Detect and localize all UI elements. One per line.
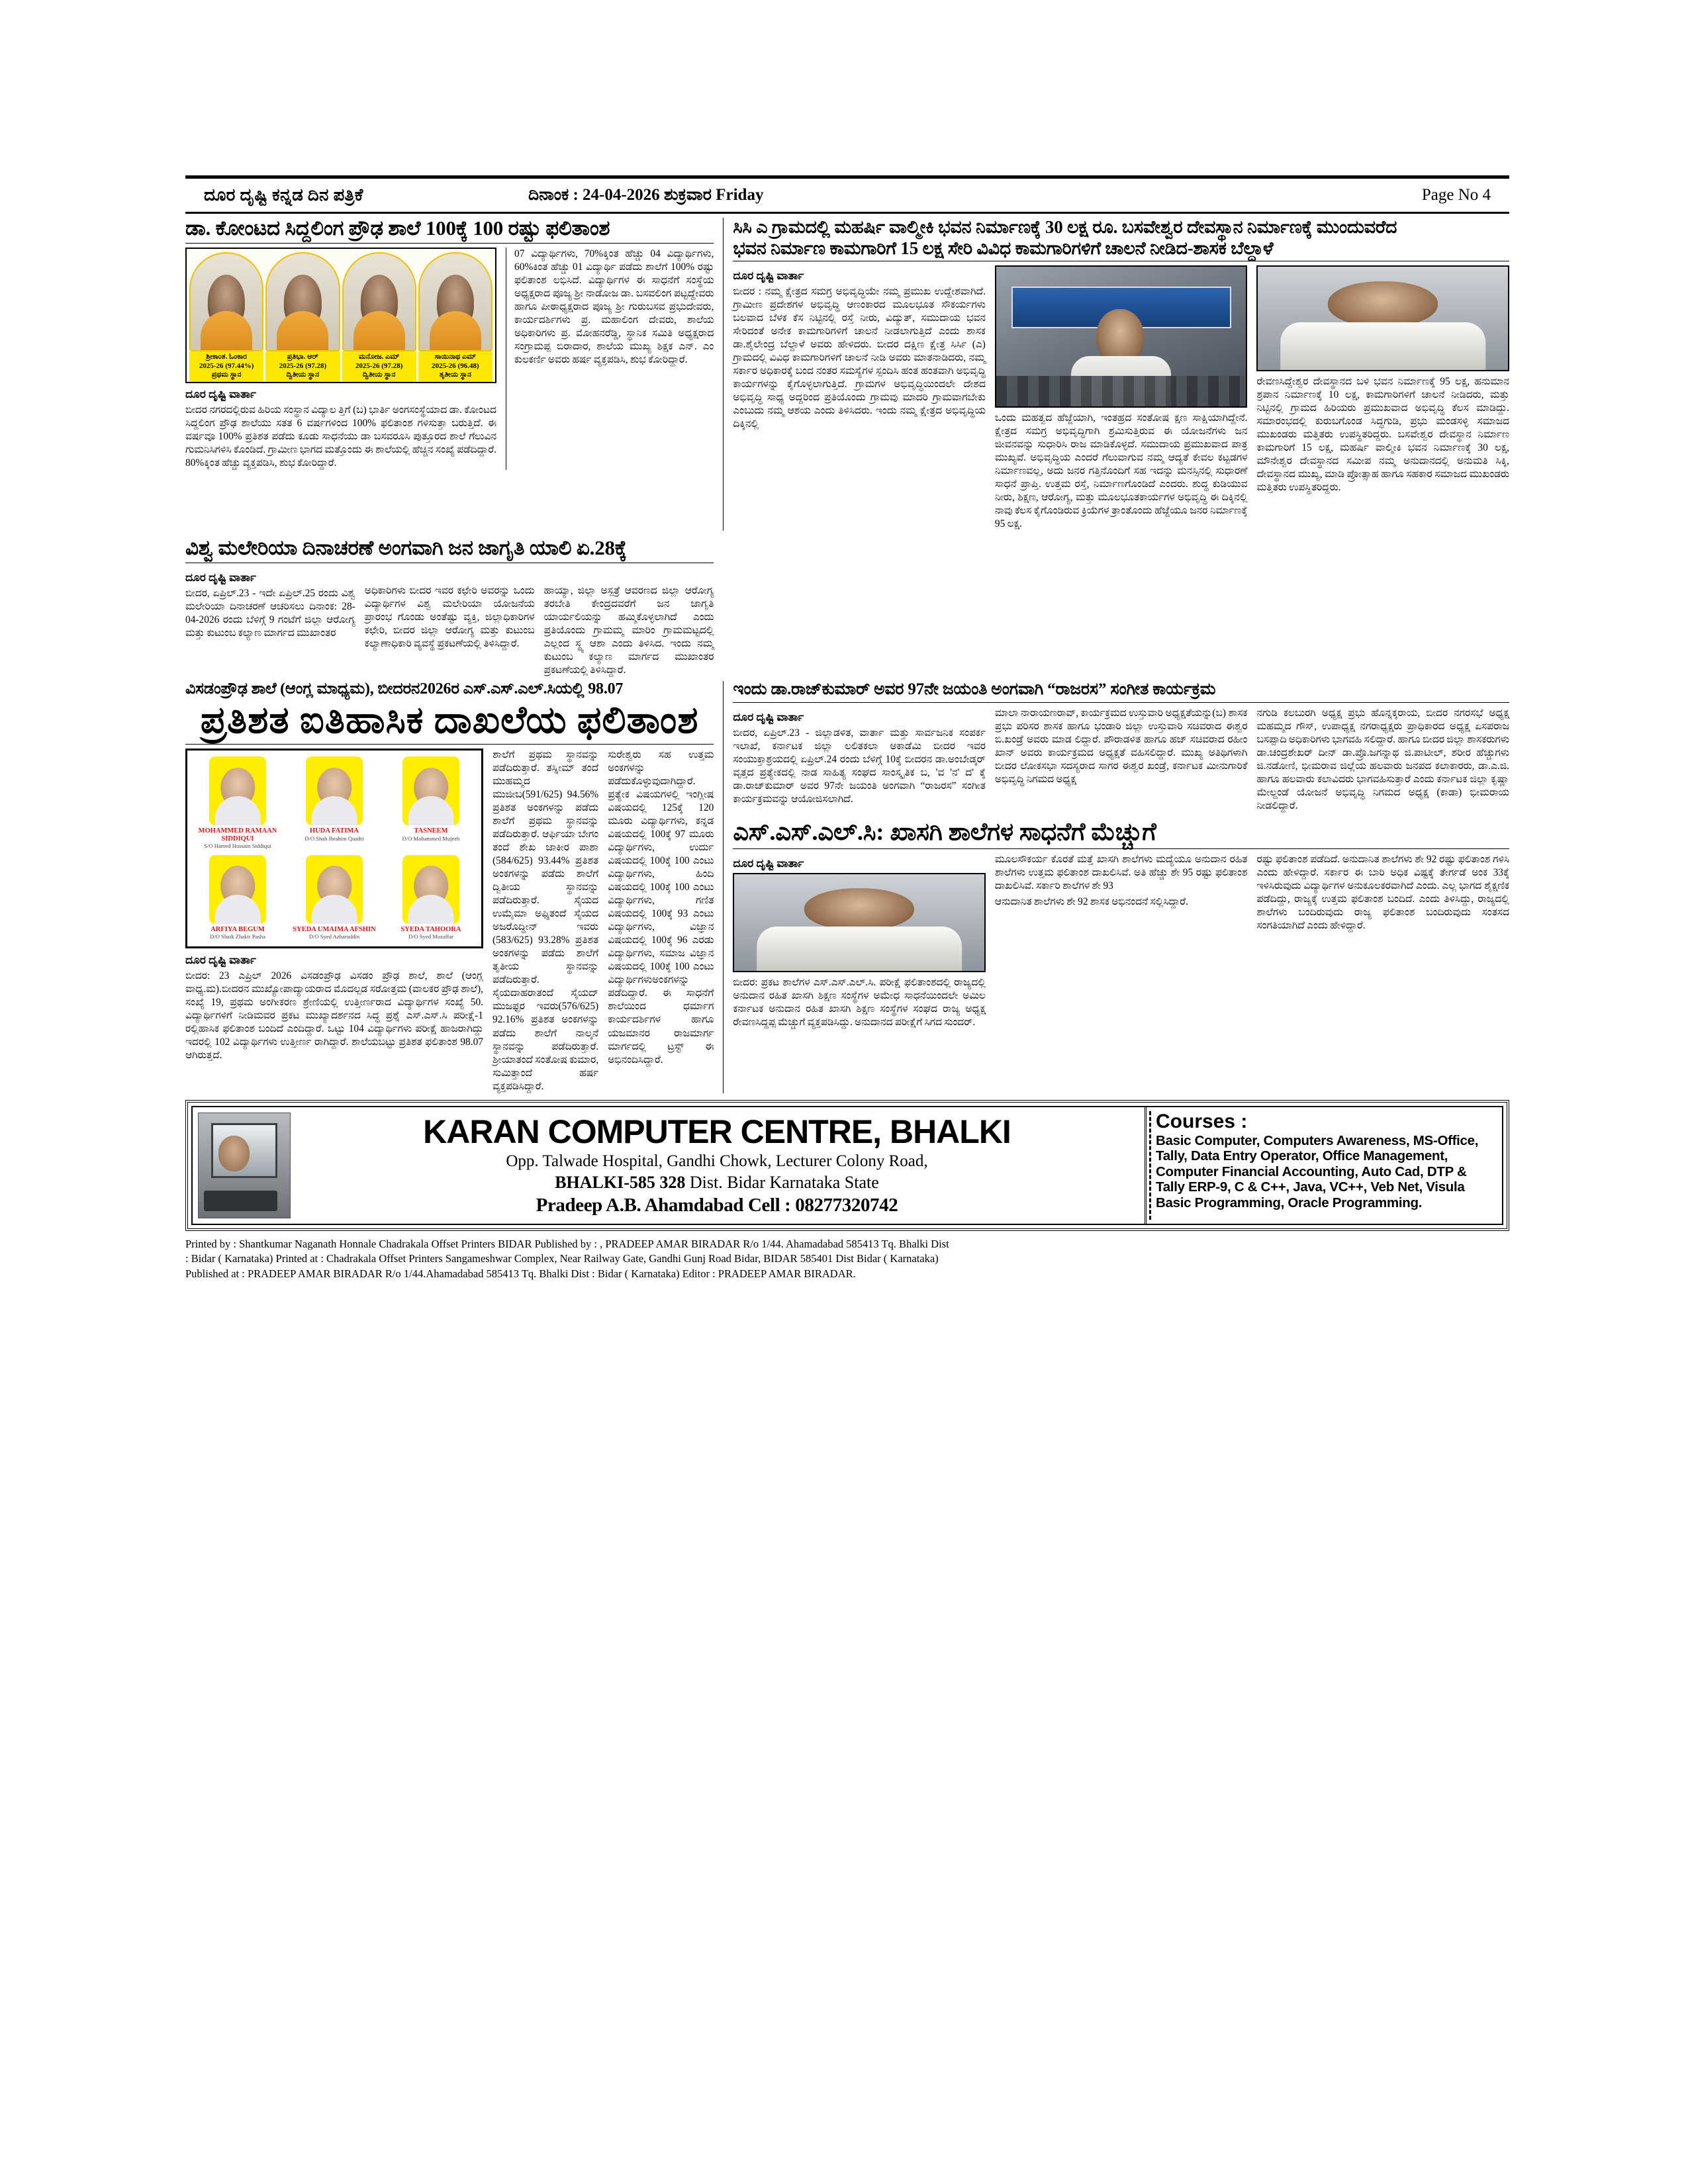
story-5-body-col3: ನಗುಡಿ ಕಲಬುರಗಿ ಅಧ್ಯಕ್ಷ ಪ್ರಭು ಹೊನ್ನಕ್ಕರಾಯ, ಬೀದರ ನಗರಸಭೆ ಅಧ್ಯಕ್ಷ ಮಹಮ್ಮದ ಗೌಸ್, ಉಪಾಧ್ಯಕ್ಷ ನಗರಾಧ್ಯಕ್ಷರು ಪ್ರಾಧಿಕಾರದ ಅಧ್ಯಕ್ಷ ಏಸಪರಾಜ ಬಸಪ್ಪಾದಿ ಅಧಿಕಾರಿಗಳು ಭಾಗವಹಿ ಸಲಿದ್ದಾರೆ. ಹಾಗೂ ಬೀದರ ಜಿಲ್ಲಾ ಶಾಸಕರುಗಳು ಡಾ.ಚಂದ್ರಶೇಖರ್ ದೀನ್ ಡಾ.ಪ್ರೊ.ಜಗನ್ನಾಥ ಜಿ.ಪಾಟೀಲ್, ಶರೀರ ಹೆಚ್ಚುಗಳು ಜಿ.ನಡೋಣಿ, ಭೀಮರಾವ ಜಿಲ್ಲೆಯ ಹಲವಾರು ಜನಪದ ಕಲಾಕಾರರು, ಡಾ.ಎ.ಜಿ. ಹಾಗೂ ಹಲವಾರು ಕಲಾವಿದರು ಭಾಗವಹಿಸುತ್ತಾರೆ ಎಂದು ಕರ್ನಾಟಕ ಜಿಲ್ಲಾ ಕೃಷ್ಣಾ ಮೇಲ್ದಂಡೆ ಯೋಜನೆ ಅಭಿವೃದ್ಧಿ ನಿಗಮದ ಅಧ್ಯಕ್ಷ (ಕಾಡಾ) ಭೀಮರಾಯ ನೀಡಲಿದ್ದಾರೆ. bbox=[1256, 707, 1510, 811]
top-block bbox=[185, 218, 1509, 531]
topper-row bbox=[191, 756, 477, 850]
topper-rank: ದ್ವಿತೀಯ ಸ್ಥಾನ bbox=[362, 371, 396, 379]
topper-name: ಶ್ರೀಕಾಂತ. ಓಂಕಾರ bbox=[206, 352, 247, 361]
divider bbox=[733, 702, 1509, 703]
topper-cell bbox=[191, 855, 284, 940]
topper-cell bbox=[385, 756, 477, 850]
story-2-col-3 bbox=[544, 567, 714, 677]
footer-line-1: Printed by : Shantkumar Naganath Honnale Chadrakala Offset Printers BIDAR Published by : , PRADEEP AMAR BIRADAR R/o 1/44. Ahamadabad 585413 Tq. Bhalki Dist bbox=[185, 1237, 949, 1250]
person-face bbox=[218, 1136, 250, 1171]
student-portrait bbox=[402, 756, 459, 825]
student-parent: D/O Mohammed Mujeeb bbox=[402, 835, 460, 842]
portrait-body bbox=[1280, 322, 1485, 370]
story-2 bbox=[185, 537, 1509, 677]
ad-city-line bbox=[295, 1172, 1139, 1193]
ad-courses-panel bbox=[1145, 1107, 1502, 1224]
portrait-head bbox=[1328, 281, 1438, 327]
student-portrait bbox=[402, 855, 459, 924]
story-6-byline: ದೂರ ದೃಷ್ಟಿ ವಾರ್ತಾ bbox=[733, 857, 804, 870]
portrait-body bbox=[757, 927, 962, 971]
story-3-body-col3: ಸುರೇಶ್ವರು ಸಹ ಉತ್ತಮ ಅಂಕಗಳನ್ನು ಪಡೆದುಕೊಳ್ಳುವುದಾಗಿದ್ದಾರೆ. ಪ್ರತ್ಯೇಕ ವಿಷಯಗಳಲ್ಲಿ ಇಂಗ್ಲೀಷ ವಿಷಯದಲ್ಲಿ 125ಕ್ಕೆ 120 ಮೂರು ವಿದ್ಯಾರ್ಥಿಗಳು, ಕನ್ನಡ ವಿಷಯದಲ್ಲಿ 100ಕ್ಕೆ 97 ಮೂರು ವಿದ್ಯಾರ್ಥಿಗಳು, ಉರ್ದು ವಿಷಯದಲ್ಲಿ 100ಕ್ಕೆ 100 ಎಂಟು ವಿದ್ಯಾರ್ಥಿಗಳು, ಹಿಂದಿ ವಿಷಯದಲ್ಲಿ 100ಕ್ಕೆ 100 ಎಂಟು ವಿದ್ಯಾರ್ಥಿಗಳು, ಗಣಿತ ವಿಷಯದಲ್ಲಿ 100ಕ್ಕೆ 93 ಎಂಟು ವಿದ್ಯಾರ್ಥಿಗಳು, ವಿಜ್ಞಾನ ವಿಷಯದಲ್ಲಿ 100ಕ್ಕೆ 96 ಎರಡು ವಿದ್ಯಾರ್ಥಿಗಳು, ಸಮಾಜ ವಿಜ್ಞಾನ ವಿಷಯದಲ್ಲಿ 100ಕ್ಕೆ 100 ಎಂಟು ವಿದ್ಯಾರ್ಥಿಗಳುಅಂಕಗಳನ್ನು ಪಡೆದಿದ್ದಾರೆ. ಈ ಸಾಧನೆಗೆ ಶಾಲೆಯಿಂದ ಧರ್ಮಾಗ ಕಾರ್ಯದರ್ಶಿಗಳ ಹಾಗೂ ಯಜಮಾನರ ರಾಜಮಾರ್ಗ ಮಾರ್ಗದಲ್ಲಿ ಟ್ರಸ್ಟ್ ಈ ಅಭಿನಂದಿಸಿದ್ದಾರೆ. bbox=[608, 749, 714, 1066]
topper-rank: ಪ್ರಥಮ ಸ್ಥಾನ bbox=[211, 371, 242, 379]
story-3-headline: ಪ್ರತಿಶತ ಐತಿಹಾಸಿಕ ದಾಖಲೆಯ ಫಲಿತಾಂಶ bbox=[200, 699, 699, 741]
issue-date: ದಿನಾಂಕ : 24-04-2026 ಶುಕ್ರವಾರ Friday bbox=[528, 186, 764, 204]
student-portrait bbox=[306, 855, 363, 924]
story-4-col-2 bbox=[995, 265, 1248, 531]
story-6-body-col2: ಮೂಲಸೌಕರ್ಯ ಕೊರತೆ ಮತ್ತೆ ಖಾಸಗಿ ಶಾಲೆಗಳು ಮದ್ಯೆಯೂ ಅನುದಾನ ರಹಿತ ಶಾಲೆಗಳು ಉತ್ತಮ ಫಲಿತಾಂಶ ದಾಖಲಿಸಿವೆ. ಅತಿ ಹೆಚ್ಚು ಶೇ 95 ರಷ್ಟು ಫಲಿತಾಂಶ ದಾಖಲಿಸಿವೆ. ಸರ್ಕಾರಿ ಶಾಲೆಗಳ ಶೇ 93 bbox=[994, 854, 1248, 892]
student-parent: D/O Shaik Zhakir Pasha bbox=[210, 933, 265, 940]
story-4-body-col3: ರೇವಣಸಿದ್ದೇಶ್ವರ ದೇವಸ್ಥಾನದ ಬಳಿ ಭವನ ನಿರ್ಮಾಣಕ್ಕೆ 95 ಲಕ್ಷ, ಹನುಮಾನ ಶ್ರಪಾನ ನಿರ್ಮಾಣಕ್ಕೆ 10 ಲಕ್ಷ, ಕಾಮಗಾರಿಗಳಿಗೆ ಚಾಲನೆ ನೀಡಿದರು, ಮತ್ತು ನಿಟ್ಟಿನಲ್ಲಿ ಗ್ರಾಮದ ಹಿರಿಯರು ಪ್ರಮುಖವಾದ ಅಭಿವೃದ್ಧಿ ಕೆಲಸ ಮಾಡಿದ್ದು. ಸಮಾರಂಭದಲ್ಲಿ ಕುರುಬಗೊಂಡ ಸಿದ್ಧಗುಡಿ, ಪ್ರಭು ಮಂಡಸಳ್ಳಿ ಸಮಾಜದ ಮುಖಂಡರು ಮತ್ತಿತರು ಉಪಸ್ಥಿತರಿದ್ದರು. ಬಸವೇಶ್ವರ ದೇವಸ್ಥಾನ ನಿರ್ಮಾಣ ಕಾಮಗಾರಿಗೆ 15 ಲಕ್ಷ, ಮಹರ್ಷಿ ವಾಲ್ಮೀಕಿ ಭವನ ನಿರ್ಮಾಣಕ್ಕೆ 30 ಲಕ್ಷ, ಮೌನೇಶ್ವರ ದೇವಸ್ಥಾನದ ಸಮೀಪ ನಮ್ಮ ಅನುದಾನದಲ್ಲಿ ಅನುಮತಿ ಸಿಕ್ಕಿ, ದೇವಸ್ಥಾನದ ಮುಖ್ಯ, ಮಾಡಿ ಪ್ರೋತ್ಸಾಹ ಹಾಗೂ ಸಹಕಾರ ಸಮಾಜದ ಮುಖಂಡರು ಮತ್ತಿತರು ಉಪಸ್ಥಿತರಿದ್ದರು. bbox=[1256, 376, 1510, 494]
news-photo-mla-speech bbox=[995, 265, 1248, 408]
audience bbox=[996, 376, 1246, 406]
story-6 bbox=[733, 819, 1509, 1029]
story-4-col-1 bbox=[733, 265, 986, 531]
topper-photo-cell bbox=[342, 252, 416, 382]
story-5 bbox=[733, 681, 1509, 813]
topper-caption bbox=[189, 351, 263, 382]
topper-cell bbox=[288, 855, 381, 940]
story-4-byline: ದೂರ ದೃಷ್ಟಿ ವಾರ್ತಾ bbox=[733, 269, 804, 283]
footer-line-2: : Bidar ( Karnataka) Printed at : Chadrakala Offset Printers Sangameshwar Complex, Near Railway Gate, Gandhi Gunj Road Bidar, BIDAR 585401 Dist Bidar ( Karnataka) bbox=[185, 1252, 939, 1265]
topper-rank: ತೃತೀಯ ಸ್ಥಾನ bbox=[439, 371, 472, 379]
paper-name: ದೂರ ದೃಷ್ಟಿ ಕನ್ನಡ ದಿನ ಪತ್ರಿಕೆ bbox=[204, 185, 363, 205]
story-5-body-col1: ಬೀದರ, ಏಪ್ರಿಲ್.23 - ಜಿಲ್ಲಾಡಳಿತ, ವಾರ್ತಾ ಮತ್ತು ಸಾರ್ವಜನಿಕ ಸಂಪರ್ಕ ಇಲಾಖೆ, ಕರ್ನಾಟಕ ಜಿಲ್ಲಾ ಲಲಿತಕಲಾ ಅಕಾಡೆಮಿ ಬೀದರ ಇವರ ಸಂಯುಕ್ತಾಶ್ರಯದಲ್ಲಿ ಏಪ್ರಿಲ್.24 ರಂದು ಬೆಳಿಗ್ಗೆ 10ಕ್ಕೆ ಬೀದರನ ಡಾ.ಅಂಬೇಡ್ಕರ್ ವೃತ್ತದ ಪ್ರತ್ಯೇಕದಲ್ಲಿ ನಾಡ ಸಾಹಿತ್ಯ ಸಂಘದ ಸಾಂಸ್ಕೃತಿಕ ಬ, 'ವ 'ನ' ದ' ಕ್ಕೆ ಡಾ.ರಾಜ್‌ಕುಮಾರ್ ಅವರ 97ನೇ ಜಯಂತಿ ಅಂಗವಾಗಿ “ರಾಜರಸ” ಸಂಗೀತ ಕಾರ್ಯಕ್ರಮವನ್ನು ಆಯೋಜಿಸಲಾಗಿದೆ. bbox=[733, 727, 986, 805]
student-name: MOHAMMED RAMAAN SIDDIQUI bbox=[198, 827, 277, 842]
story-6-col-2 bbox=[995, 853, 1248, 1029]
story-2-col-1 bbox=[185, 567, 355, 677]
student-portrait bbox=[209, 855, 266, 924]
story-2-body-col3: ಹಾಯ್ಯಾ, ಜಿಲ್ಲಾ ಅಸ್ಪತ್ರೆ ಆವರಣದ ಜಿಲ್ಲಾ ಆರೋಗ್ಯ ತರಬೇತಿ ಕೇಂದ್ರದವರೆಗೆ ಜನ ಜಾಗೃತಿ ಯಾರ್ಯಲಿಯನ್ನು ಹಮ್ಮಿಕೊಳ್ಳಲಾಗಿದೆ ಎಂದು ಪ್ರತಿಯೊಂದು ಗ್ರಾಮಮ್ಮ ಮಾರಿಂ ಗ್ರಾಮಮಟ್ಟದಲ್ಲಿ ಎಲ್ಲಂದ ಸ್ಥ್ಯ ಆಶಾ ಎಂದು ತಿಳಿಸಿದ. ಇಂದು ನಮ್ಮ ಕುಟುಂಬ ಕಲ್ಯಾಣ ಮಾರ್ಗದ ಮುಖಾಂತರ ಪ್ರಕಟಣೆಯಲ್ಲಿ ತಿಳಿಸಿದ್ದಾರೆ. bbox=[543, 585, 714, 676]
footer-line-3: Published at : PRADEEP AMAR BIRADAR R/o 1/44.Ahamadabad 585413 Tq. Bhalki Dist : Bidar ( Karnataka) Editor : PRADEEP AMAR BIRADAR. bbox=[185, 1267, 856, 1281]
story-2-body-col1: ಬೀದರ, ಏಪ್ರಿಲ್.23 - ಇದೇ ಏಪ್ರಿಲ್.25 ರಂದು ವಿಶ್ವ ಮಲೇರಿಯಾ ದಿನಾಚರಣೆ ಆಚರಿಸಲು ದಿನಾಂಕ: 28-04-2026 ರಂದು ಬೆಳಿಗ್ಗೆ 9 ಗಂಟೆಗೆ ಜಿಲ್ಲಾ ಆರೋಗ್ಯ ಮತ್ತು ಕುಟುಂಬ ಕಲ್ಯಾಣ ಮಾರ್ಗದ ಮುಖಾಂತರ bbox=[185, 588, 355, 639]
story-2-body-col2: ಅಧಿಕಾರಿಗಳು ಬೀದರ ಇವರ ಕಛೇರಿ ಅವರನ್ನು ಒಂದು ವಿದ್ಯಾರ್ಥಿಗಳ ವಿಶ್ವ ಮಲೇರಿಯಾ ಯೋಜನೆಯ ಪ್ರಾರಂಭ ಗೊಂಡು ಅಂತೆಷ್ಟು ವ್ಯಕ್ತಿ, ಜಿಲ್ಲಾಧಿಕಾರಿಗಳ ಕಛೇರಿ, ಬೀದರ ಜಿಲ್ಲಾ ಆರೋಗ್ಯ ಮತ್ತು ಕುಟುಂಬ ಕಲ್ಯಾಣಾಧಿಕಾರಿ ವ್ಯವಸ್ಥೆ ಪ್ರಕಟಣೆಯಲ್ಲಿ ತಿಳಿಸಿದ್ದಾರೆ. bbox=[364, 585, 535, 650]
story-1 bbox=[185, 218, 714, 531]
student-portrait bbox=[265, 252, 340, 351]
ad-district: Dist. Bidar Karnataka State bbox=[685, 1173, 879, 1193]
story-1-headline: ಡಾ. ಕೋಂಟದ ಸಿದ್ದಲಿಂಗ ಪ್ರೌಢ ಶಾಲೆ 100ಕ್ಕೆ 100 ರಷ್ಟು ಫಲಿತಾಂಶ bbox=[185, 216, 610, 240]
news-photo-mla-portrait bbox=[1256, 265, 1509, 371]
story-4-headline-line1: ಸಿಸಿ ಎ ಗ್ರಾಮದಲ್ಲಿ ಮಹರ್ಷಿ ವಾಲ್ಮೀಕಿ ಭವನ ನಿರ್ಮಾಣಕ್ಕೆ 30 ಲಕ್ಷ ರೂ. ಬಸವೇಶ್ವರ ದೇವಸ್ಥಾನ ನಿರ್ಮಾಣಕ್ಕೆ ಮುಂದುವರೆದ bbox=[733, 217, 1397, 237]
topper-cell bbox=[191, 756, 284, 850]
topper-caption bbox=[342, 351, 416, 382]
student-name: SYEDA UMAIMA AFSHIN bbox=[293, 925, 376, 933]
student-parent: S/O Hamed Hussain Siddiqui bbox=[204, 842, 271, 850]
story-6-body-col1: ಬೀದರ: ಪ್ರಕಟ ಶಾಲೆಗಳ ಎಸ್.ಎಸ್.ಎಲ್.ಸಿ. ಪರೀಕ್ಷೆ ಫಲಿತಾಂಶದಲ್ಲಿ ರಾಜ್ಯದಲ್ಲಿ ಅನುದಾನ ರಹಿತ ಖಾಸಗಿ ಶಿಕ್ಷಣ ಸಂಸ್ಥೆಗಳ ಅಮೇಧ ಸಾಧನೆಯಿಂದಲೇ ಅಮಿಲ ಕರ್ನಾಟಕ ಅನುದಾನ ರಹಿತ ಖಾಸಗಿ ಶಿಕ್ಷಣ ಸಂಸ್ಥೆಗಳ ಸಂಘದ ರಾಜ್ಯ ಅಧ್ಯಕ್ಷ ರೇವಣಸಿದ್ದಪ್ಪ ಮೆಚ್ಚುಗೆ ವ್ಯಕ್ತಪಡಿಸಿದ್ದು. ಅನುದಾನದ ಪರೀಕ್ಷೆಗೆ ಸಿಗದ ಸುಂದರ್. bbox=[733, 977, 986, 1028]
topper-caption bbox=[418, 351, 492, 382]
page-number: Page No 4 bbox=[1421, 186, 1491, 204]
story-3-body-col2: ಶಾಲೆಗೆ ಪ್ರಥಮ ಸ್ಥಾನವನ್ನು ಪಡೆದಿರುತ್ತಾರೆ. ತಸ್ನೀಮ್ ತಂದೆ ಮುಹಮ್ಮದ ಮುಜೀಬ(591/625) 94.56% ಪ್ರತಿಶತ ಅಂಕಗಳನ್ನು ಪಡೆದು ಶಾಲೆಗೆ ಪ್ರಥಮ ಸ್ಥಾನವನ್ನು ಪಡೆದಿರುತ್ತಾರೆ. ಆರ್ಫಿಯಾ ಬೇಗಂ ತಂದೆ ಶೇಖ ಜಾಕೀರ ಪಾಶಾ (584/625) 93.44% ಪ್ರತಿಶತ ಅಂಕಗಳನ್ನು ಪಡೆದು ಶಾಲೆಗೆ ದ್ವಿತೀಯ ಸ್ಥಾನವನ್ನು ಪಡೆದಿರುತ್ತಾರೆ. ಸೈಯದ ಉಮೈಮಾ ಅಫ್ಶಿತಂದೆ ಸೈಯದ ಅಜರೊದ್ದೀನ್ ಇವರು (583/625) 93.28% ಪ್ರತಿಶತ ಅಂಕಗಳನ್ನು ಪಡೆದು ಶಾಲೆಗೆ ತೃತೀಯ ಸ್ಥಾನವನ್ನು ಪಡೆದಿರುತ್ತಾರೆ. ಸೈಯದಾಹರಾತಂದೆ ಸೈಯದ್ ಮುಜಫ್ಫರ ಇವರು(576/625) 92.16% ಪ್ರತಿಶತ ಅಂಕಗಳನ್ನು ಪಡೆದು ಶಾಲೆಗೆ ನಾಲ್ಕನೆ ಸ್ಥಾನವನ್ನು ಪಡೆದಿರುತ್ತಾರೆ. ಶ್ರೀಯಾತಂದೆ ಸಂತೋಷ ಕುಮಾರ, ಸುಮಿತ್ತಾಂದೆ ಹರ್ಷ ವ್ಯಕ್ತಪಡಿಸಿದ್ದಾರೆ. bbox=[492, 749, 599, 1092]
topper-score: 2025-26 (97.28) bbox=[279, 361, 327, 370]
ad-address: Opp. Talwade Hospital, Gandhi Chowk, Lecturer Colony Road, bbox=[506, 1152, 928, 1170]
story-3 bbox=[185, 681, 714, 1093]
student-name: HUDA FATIMA bbox=[310, 827, 359, 835]
topper-score: 2025-26 (97.28) bbox=[355, 361, 403, 370]
story-6-col-1 bbox=[733, 853, 986, 1029]
topper-name: ಸಾಯಿನಾಥ ಎಮ್ bbox=[434, 352, 477, 361]
story-6-body-col4: ಆನುದಾನಿತ ಶಾಲೆಗಳು ಶೇ 92 ಶಾಸಕ ಅಭಿನಂದನೆ ಸಲ್ಲಿಸಿದ್ದಾರೆ. bbox=[994, 896, 1188, 908]
story-4 bbox=[723, 218, 1509, 531]
story-5-col-2 bbox=[995, 707, 1248, 813]
ad-title: KARAN COMPUTER CENTRE, BHALKI bbox=[423, 1113, 1011, 1150]
topper-name: ಪ್ರತಿಭಾ. ಆರ್ bbox=[287, 352, 318, 361]
ad-city-pin: BHALKI-585 328 bbox=[555, 1173, 686, 1193]
advertisement[interactable] bbox=[185, 1100, 1509, 1231]
topper-cell bbox=[385, 855, 477, 940]
story-5-col-1 bbox=[733, 707, 986, 813]
student-name: ARFIYA BEGUM bbox=[211, 925, 265, 933]
topper-name: ಮನೋಜ. ಎಮ್ bbox=[359, 352, 400, 361]
courses-list: Basic Computer, Computers Awareness, MS-Office, Tally, Data Entry Operator, Office Management, Computer Financial Accounting, Auto Cad, DTP & Tally ERP-9, C & C++, Java, VC++, Veb Net, Visula Basic Programming, Oracle Programming. bbox=[1156, 1133, 1479, 1210]
story-5-col-3 bbox=[1256, 707, 1509, 813]
topper-photo-cell bbox=[418, 252, 492, 382]
story-1-body-col2: 07 ವಿದ್ಯಾರ್ಥಿಗಳು, 70%ಕ್ಕಿಂತ ಹೆಚ್ಚು 04 ವಿದ್ಯಾರ್ಥಿಗಳು, 60%ಕಿಂತ ಹೆಚ್ಚು 01 ವಿದ್ಯಾರ್ಥಿ ಪಡೆದು ಶಾಲೆಗೆ 100% ರಷ್ಟು ಫಲಿತಾಂಶ ಲಭಿಸಿದೆ. ವಿದ್ಯಾರ್ಥಿಗಳ ಈ ಸಾಧನೆಗೆ ಸಂಸ್ಥೆಯ ಅಧ್ಯಕ್ಷರಾದ ಪೂಜ್ಯ ಶ್ರೀ ನಾಡೋಜ ಡಾ. ಬಸವಲಿಂಗ ಪಟ್ಟದ್ದೇವರು ಹಾಗೂ ಪೀಠಾಧ್ಯಕ್ಷರಾದ ಪೂಜ್ಯ ಶ್ರೀ ಗುರುಬಸವ ಪ್ರಭುದೇವರು, ಕಾರ್ಯದರ್ಶಿಗಳು ಪ್ರ. ಮಹಾಲಿಂಗ ದೇವರು, ಶಾಲೆಯ ಅಧಿಕಾರಿಗಳು ಪ್ರ. ಮೋಹನರೆಡ್ಡಿ, ಸ್ಥಾನಿಕ ಸಮಿತಿ ಅಧ್ಯಕ್ಷರಾದ ಸಂಗ್ರಾಮಪ್ಪ ಬಿರಾದಾರ, ಶಾಲೆಯ ಮುಖ್ಯ ಶಿಕ್ಷಕ ಎನ್. ಎಂ ಕುಲಕರ್ಣಿ ಅವರು ಹರ್ಷ ವ್ಯಕ್ತಪಡಿಸಿ, ಶುಭ ಕೋರಿದ್ದಾರೆ. bbox=[514, 248, 714, 365]
story-3-body-col1: ಬೀದರ: 23 ಎಪ್ರಿಲ್ 2026 ವಿಸಡಂಪ್ರೌಢ ವಿಸಡಂ ಪ್ರೌಢ ಶಾಲೆ, ಶಾಲೆ (ಆಂಗ್ಲ ವಾಧ್ಯ.ಮ).ಬೀದರನ ಮುಖ್ಯೋಪಾದ್ಯಾಯರಾದ ಮೊದಲ್ಪಡ ಸರೋತ್ತಮ (ವಾಲಕರ ಪ್ರೌಢ ಶಾಲೆ), ಸಂಖ್ಯೆ 19, ಪ್ರಥಮ ಅಂಗೀಕರಣ ಶ್ರೇಣಿಯಲ್ಲಿ ಉತ್ತೀರ್ಣರಾದ ವಿದ್ಯಾರ್ಥಿಗಳ ಸಂಖ್ಯೆ 50. ವಿದ್ಯಾರ್ಥಿಗಳಿಗೆ ನೀಡಿಮವರ ಪ್ರಕಟ ಮುಖ್ಯಾದರ್ಶನದ ಸಿದ್ಧ ಪ್ರಶ್ನೆ ಎಸ್.ಎಸ್.ಸಿ ಪರೀಕ್ಷೆ-1 ರಲ್ಲಿಹಾಸಿಕ ಫಲಿತಾಂಶ ಬಂದಿದೆ ಎಂದಿದ್ದಾರೆ. ಒಟ್ಟು 104 ವಿದ್ಯಾರ್ಥಿಗಳು ಪರೀಕ್ಷೆ ಹಾಜರಾಗಿದ್ದು ಇದರಲ್ಲಿ 102 ವಿದ್ಯಾರ್ಥಿಗಳು ಉತ್ತೀರ್ಣ ರಾಗಿದ್ದಾರೆ. ಶಾಲೆಯಬಟ್ಟು ಪ್ರತಿಶತ ಫಲಿತಾಂಶ 98.07 ಆಗಿರುತ್ತದೆ. bbox=[185, 970, 483, 1061]
story-1-byline: ದೂರ ದೃಷ್ಟಿ ವಾರ್ತಾ bbox=[185, 388, 256, 401]
news-photo-association-president bbox=[733, 873, 986, 972]
story-4-body-col2: ಒಂದು ಮಹತ್ವದ ಹೆಜ್ಜೆಯಾಗಿ, ಇಂತಹ್ರದ ಸಂತೋಷ ಕ್ಷಣ ಸಾಕ್ಷಿಯಾಗಿದ್ದೇನೆ. ಕ್ಷೇತ್ರದ ಸಮಗ್ರ ಅಭಿವೃದ್ಧಿಗಾಗಿ ಶ್ರಮಿಸುತ್ತಿರುವ ಈ ಯೋಜನೆಗಳು ಜನ ಜೀವನವನ್ನು ಸುಧಾರಿಸಿ ರಾಜ ಮಾಡಿಕೊಳ್ಳದೆ. ಸಮುದಾಯ ಪ್ರಮುಖವಾದ ಪಾತ್ರ ಮುಖ್ಯವೆ. ಅಭಿವೃದ್ಧಿಯ ಎಂದರೆ ಗೆಲುವಾಗುವ ನಮ್ಮ ಆದ್ಯತೆ ಕೇವಲ ಕಟ್ಟಡಗಳ ನಿರ್ಮಾಣವಲ್ಲ, ಅದು ಜನರ ಗತ್ತಿನೊಂದಿಗೆ ಸಹ ಇದನ್ನು ಮನಸ್ಸಿನಲ್ಲಿ ಸುಧಾರಣೆ ಸಾಧನೆ ಪ್ರಾಪ್ತಿ. ಉತ್ತಮ ರಸ್ತೆ, ನಿರ್ಮಾಣಗೊಂಡಿದೆ ಎಂದರು. ಶುದ್ಧ ಕುಡಿಯುವ ನೀರು, ಶಿಕ್ಷಣ, ಆರೋಗ್ಯ, ಮತ್ತು ಮೂಲಭೂತಕಾರ್ಯಗಳ ಅಭಿವೃದ್ಧಿ ಈ ದಿಕ್ಕಿನಲ್ಲಿ ನಾವು ಕೆಲಸ ಕೈಗೊಂಡಿರುವ ಕ್ರಿಯೆಗಳ ತ್ರಾಂತೊಂದು ಹೆಜ್ಜೆಯೂ ಜನರ ನಿರ್ಮಾಣಕ್ಕೆ 95 ಲಕ್ಷ. bbox=[994, 412, 1248, 530]
story-1-photo-column bbox=[185, 248, 496, 470]
right-lower-column bbox=[723, 681, 1509, 1093]
student-parent: D/O Shah Ibrahim Quadri bbox=[305, 835, 364, 842]
topper-caption bbox=[265, 351, 340, 382]
topper-score: 2025-26 (97.44%) bbox=[199, 361, 254, 370]
portrait-head bbox=[804, 888, 914, 931]
story-1-body-col1: ಬೀದರ ನಗರದಲ್ಲಿರುವ ಹಿರಿಯ ಸಂಸ್ಥಾನ ವಿದ್ಯಾಲ ತ್ತಿಗೆ (ಬ) ಭಾರ್ತಿ ಅಂಗಸಂಸ್ಥೆಯಾದ ಡಾ. ಕೋಂಟದ ಸಿದ್ದಲಿಂಗ ಪ್ರೌಢ ಶಾಲೆಯು ಸತತ 6 ವರ್ಷಗಳಿಂದ 100% ಫಲಿತಾಂಶ ಗಳಿಸುತ್ತಾ ಬರುತ್ತಿದೆ. ಈ ವರ್ಷವೂ 100% ಪ್ರತಿಶತ ಪಡೆದು ಕೂಡು ಸಾಧನೆಯು ಡಾ ಬಸವರೂಸಿ ಪುತ್ತೂರದ ಶಾಲೆ ಗೆಲುವಿನ ಗುಮನಿಸಿಗಳಿಸಿ ಕೊಂಡಿದೆ. ಗ್ರಾಮೀಣ ಭಾಗದ ಮತ್ತೊಂದು ಈ ಶಾಲೆಯಲ್ಲಿ ಹೆಚ್ಚಿನ ಸಂಖ್ಯೆ ಪಡೆದಿದ್ದಾರೆ. 80%ಕ್ಕಿಂತ ಹೆಚ್ಚು ವ್ಯಕ್ತಪಡಿಸಿ, ಶುಭ ಕೋರಿದ್ದಾರೆ. bbox=[185, 404, 496, 469]
story-5-body-col2: ಮಾಲಾ ನಾರಾಯಣರಾವ್, ಕಾರ್ಯಕ್ರಮದ ಉಸ್ತುವಾರಿ ಅಧ್ಯಕ್ಷತೆಯನ್ನು(ಬ) ಶಾಸಕ ಪ್ರಭು ಪರಿಸರ ಶಾಸಕ ಹಾಗೂ ಭಂಡಾರಿ ಜಿಲ್ಲಾ ಉಸ್ತುವಾರಿ ಸಚಿವರಾದ ಈಶ್ವರ ಬಿ.ಖಂಡ್ರೆ ಅವರು ಮಾಡ ಲಿದ್ದಾರೆ. ಪೌರಾಡಳಿತ ಹಾಗೂ ಹಜ್ ಸಚಿವರಾದ ರಹೀಂ ಖಾನ್ ಅವರು ಕಾರ್ಯಕ್ರಮದ ಅಧ್ಯಕ್ಷತೆ ವಹಿಸಲಿದ್ದಾರೆ. ಮುಖ್ಯ ಅತಿಥಿಗಳಾಗಿ ಬೀದರ ಲೋಕಸಭಾ ಸದಸ್ಯರಾದ ಸಾಗರ ಈಶ್ವರ ಖಂಡ್ರೆ, ಕರ್ನಾಟಕ ಮೀನುಗಾರಿಕೆ ಅಭಿವೃದ್ಧಿ ನಿಗಮದ ಅಧ್ಯಕ್ಷ bbox=[994, 707, 1248, 785]
story-3-kicker: ವಿಸಡಂಪ್ರೌಢ ಶಾಲೆ (ಆಂಗ್ಲ ಮಾಧ್ಯಮ), ಬೀದರನ2026ರ ಎಸ್.ಎಸ್.ಎಲ್.ಸಿಯಲ್ಲಿ 98.07 bbox=[185, 680, 624, 698]
ad-contact[interactable]: Pradeep A.B. Ahamdabad Cell : 08277320742 bbox=[536, 1195, 898, 1216]
story-1-text-column bbox=[506, 248, 714, 470]
divider bbox=[185, 744, 714, 745]
topper-score: 2025-26 (96.48) bbox=[432, 361, 479, 370]
story-6-col-3 bbox=[1256, 853, 1509, 1029]
story-3-byline: ದೂರ ದೃಷ್ಟಿ ವಾರ್ತಾ bbox=[185, 953, 256, 966]
story-6-body-col3: ರಷ್ಟು ಫಲಿತಾಂಶ ಪಡೆದಿದೆ. ಅನುದಾನಿತ ಶಾಲೆಗಳು ಶೇ 92 ರಷ್ಟು ಫಲಿತಾಂಶ ಗಳಿಸಿ ಎಂದು ಹೇಳಿದ್ದಾರೆ. ಸರ್ಕಾರ ಈ ಬಾರಿ ಅಧಿಕ ವಿಷ್ಟಕ್ಕೆ ತೇರ್ಗಡೆ ಅಂಕ 33ಕ್ಕೆ ಇಳಿಸಿರುವುದು ವಿದ್ಯಾರ್ಥಿಗಳ ಅನುಕೂಲಕರವಾಗಿದೆ ಎಂದು. ಎಲ್ಲ ಭಾಗದ ಶೈಕ್ಷಣಿಕ ಪಡೆದಿದ್ದು, ರಾಜ್ಯಕ್ಕೆ ಉತ್ತಮ ಫಲಿತಾಂಶ ಬಂದಿದೆ. ಎಂದು ತಿಳಿಸಿದ್ದು, ರಾಜ್ಯದಲ್ಲಿ ಶಾಲೆಗಳು ಬಂದಿರುವುದು ರಾಜ್ಯ ಫಲಿತಾಂಶ ಬಂದಿರುವುದು ಸಂತಸದ ಸಂಗತಿಯಾಗಿದೆ ಎಂದು ಹೇಳಿದ್ದಾರೆ. bbox=[1256, 854, 1510, 932]
topper-rank: ದ್ವಿತೀಯ ಸ್ಥಾನ bbox=[286, 371, 320, 379]
student-parent: D/O Syed Muzaffar bbox=[408, 933, 454, 940]
story-5-byline: ದೂರ ದೃಷ್ಟಿ ವಾರ್ತಾ bbox=[733, 710, 804, 723]
student-portrait bbox=[418, 252, 492, 351]
keyboard-icon bbox=[204, 1191, 277, 1212]
story-2-byline: ದೂರ ದೃಷ್ಟಿ ವಾರ್ತಾ bbox=[185, 571, 256, 584]
ad-main-panel bbox=[193, 1107, 1145, 1224]
student-name: SYEDA TAHOORA bbox=[400, 925, 461, 933]
student-portrait bbox=[209, 756, 266, 825]
divider bbox=[733, 848, 1509, 849]
student-portrait bbox=[306, 756, 363, 825]
imprint-footer bbox=[185, 1237, 1509, 1282]
story-3-col-3 bbox=[608, 749, 714, 1093]
story-6-headline: ಎಸ್.ಎಸ್.ಎಲ್.ಸಿ: ಖಾಸಗಿ ಶಾಲೆಗಳ ಸಾಧನೆಗೆ ಮೆಚ್ಚುಗೆ bbox=[733, 818, 1156, 846]
lower-block bbox=[185, 681, 1509, 1093]
divider bbox=[185, 243, 714, 244]
student-portrait bbox=[342, 252, 416, 351]
story-3-photo-column bbox=[185, 749, 483, 1093]
student-name: TASNEEM bbox=[414, 827, 448, 835]
topper-photo-cell bbox=[189, 252, 263, 382]
story-2-headline: ವಿಶ್ವ ಮಲೇರಿಯಾ ದಿನಾಚರಣೆ ಅಂಗವಾಗಿ ಜನ ಜಾಗೃತಿ ಯಾಲಿ ಏ.28ಕ್ಕೆ bbox=[185, 536, 627, 560]
student-parent: D/O Syed Azharuddin bbox=[308, 933, 360, 940]
toppers-photo-strip bbox=[185, 248, 496, 383]
story-4-col-3 bbox=[1256, 265, 1509, 531]
courses-heading: Courses : bbox=[1156, 1110, 1248, 1132]
masthead bbox=[185, 175, 1509, 214]
story-5-headline: ಇಂದು ಡಾ.ರಾಜ್‌ಕುಮಾರ್ ಅವರ 97ನೇ ಜಯಂತಿ ಅಂಗವಾಗಿ “ರಾಜರಸ” ಸಂಗೀತ ಕಾರ್ಯಕ್ರಮ bbox=[733, 680, 1216, 699]
student-portrait bbox=[189, 252, 263, 351]
topper-row bbox=[191, 855, 477, 940]
story-4-body-col1: ಬೀದರ : ನಮ್ಮ ಕ್ಷೇತ್ರದ ಸಮಗ್ರ ಅಭಿವೃದ್ಧಿಯೇ ನಮ್ಮ ಪ್ರಮುಖ ಉದ್ದೇಶವಾಗಿದೆ. ಗ್ರಾಮೀಣ ಪ್ರದೇಶಗಳ ಅಭಿವೃದ್ಧಿ ಆಣಂಕಾರದ ಮೂಲಭೂತ ಸೌಕರ್ಯಗಳು ಬಲವಾದ ಬೆಳಕ ಕೆಸ ನಿಟ್ಟಿನಲ್ಲಿ ರಸ್ತೆ ನೀರು, ವಿದ್ಯುತ್, ಸಮುದಾಯ ಭವನ ಸೇರಿದಂತೆ ಅನೇಕ ಕಾಮಗಾರಿಗಳಿಗೆ ಚಾಲನೆ ನೀಡಲಾಗುತ್ತಿದೆ ಎಂದು ಶಾಸಕ ಡಾ.ಶೈಲೇಂದ್ರ ಬೆಲ್ದಾಳೆ ಅವರು ಹೇಳಿದರು. ಬೀದರ ದಕ್ಷಿಣ ಕ್ಷೇತ್ರ ಸಿರ್ಸಿ (ಎ) ಗ್ರಾಮದಲ್ಲಿ ವಿವಿಧ ಕಾಮಗಾರಿಗಳಿಗೆ ಚಾಲನೆ ನೀಡಿ ಅವರು ಮಾತನಾಡಿದರು, ನಮ್ಮ ಸರ್ಕಾರ ಅಧಿಕಾರಕ್ಕೆ ಬಂದ ನಂತರ ಸಮಸ್ಯೆಗಳ ಸ್ಪಂದಿಸಿ ಹಂತ ಹಂತವಾಗಿ ಅಭಿವೃದ್ಧಿ ಕಾರ್ಯಗಳನ್ನು ಕೈಗೊಳ್ಳಲಾಗುತ್ತಿದೆ. ಗ್ರಾಮಗಳ ಅಭಿವೃದ್ಧಿಯಿಂದಲೇ ದೇಶದ ಅಭಿವೃದ್ಧಿ ಸಾಧ್ಯ ಅದ್ದರಿಂದ ಪ್ರತಿಯೊಂದು ಗ್ರಾಮವು ಮಾದರಿ ಗ್ರಾಮವಾಗಬೇಕು ಎಂಬುದು ನಮ್ಮ ಆಶಯ ಎಂದು ತಿಳಿಸಿದರು. ಇಂದು ನಮ್ಮ ಕ್ಷೇತ್ರದ ಅಭಿವೃದ್ಧಿಯ ದಿಕ್ಕಿನಲ್ಲಿ bbox=[733, 286, 986, 430]
story-4-headline-line2: ಭವನ ನಿರ್ಮಾಣ ಕಾಮಗಾರಿಗೆ 15 ಲಕ್ಷ ಸೇರಿ ವಿವಿಧ ಕಾಮಗಾರಿಗಳಿಗೆ ಚಾಲನೆ ನೀಡಿದ-ಶಾಸಕ ಬೆಲ್ದಾಳೆ bbox=[733, 238, 1274, 258]
story-3-col-2 bbox=[492, 749, 598, 1093]
topper-photo-cell bbox=[265, 252, 340, 382]
story-2-col-2 bbox=[365, 567, 535, 677]
ad-photo-computer bbox=[198, 1113, 291, 1218]
topper-cell bbox=[288, 756, 381, 850]
english-school-toppers-grid bbox=[185, 749, 483, 948]
